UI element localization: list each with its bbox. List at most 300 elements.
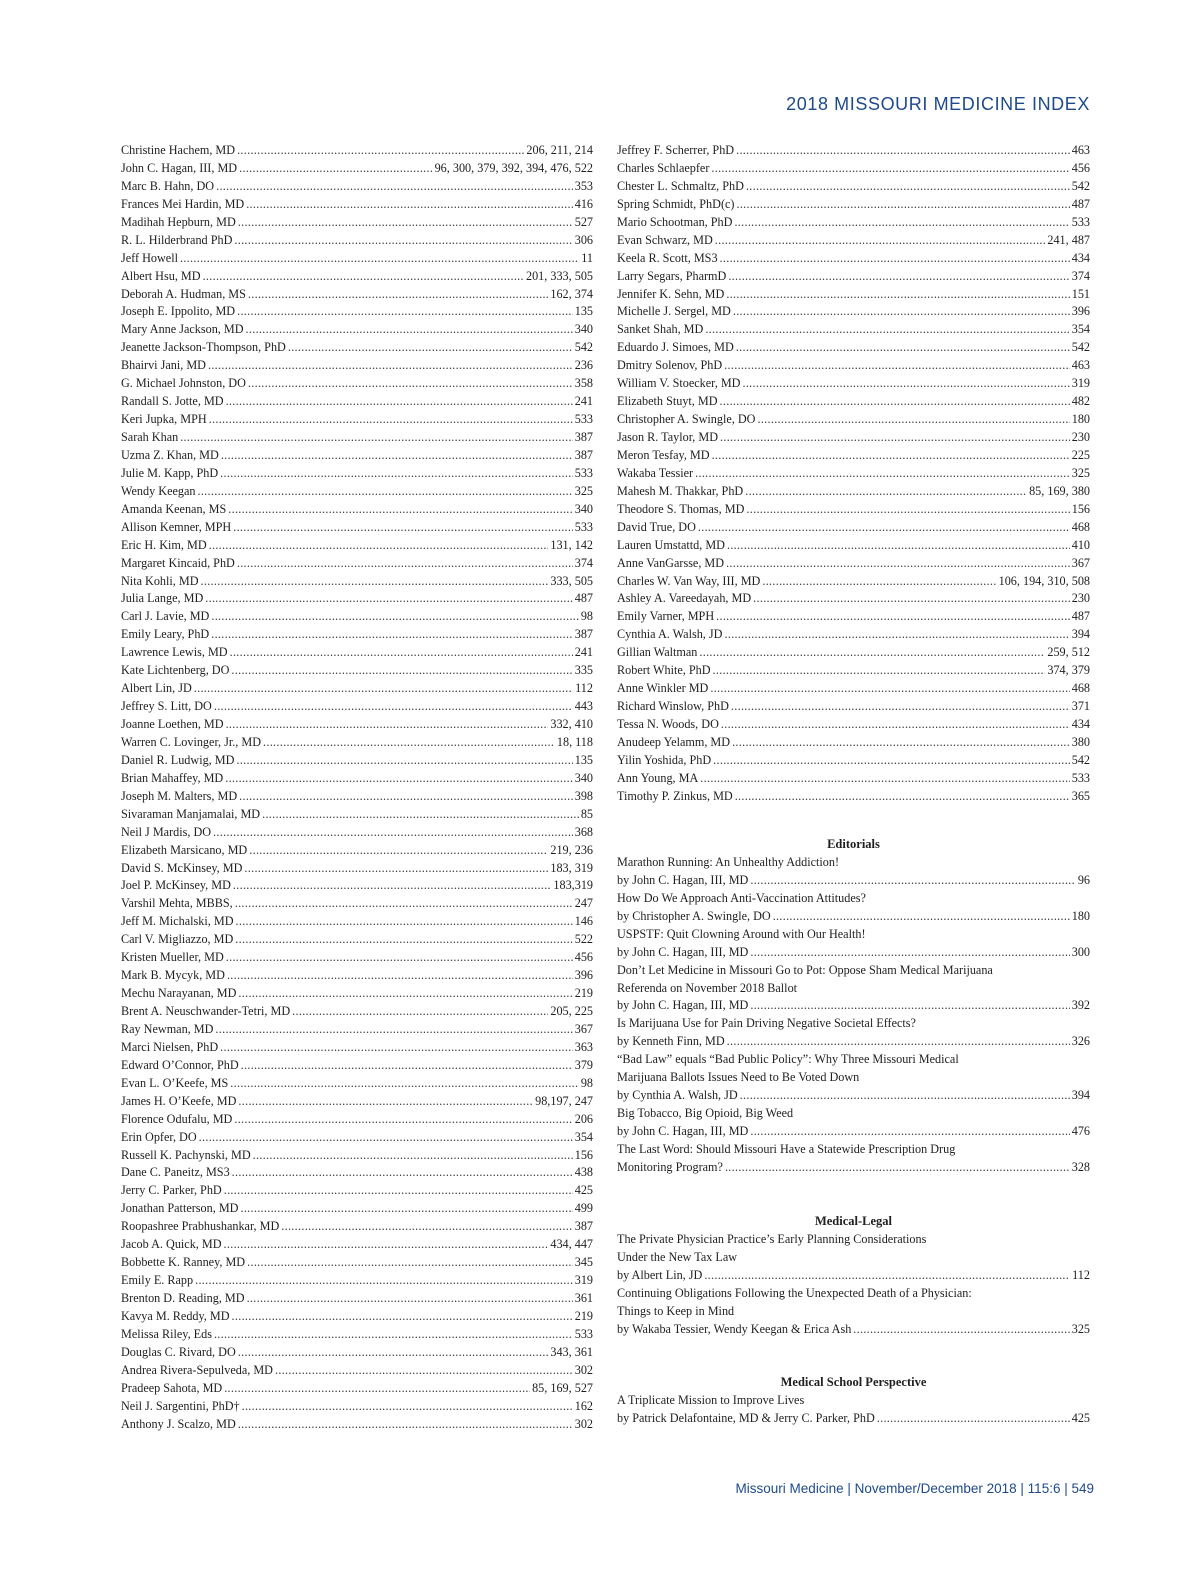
dot-leader [715, 232, 1046, 250]
entry-name: Sivaraman Manjamalai, MD [121, 806, 261, 821]
dot-leader [226, 949, 573, 967]
article-title-line: Marijuana Ballots Issues Need to Be Voted Down [617, 1070, 860, 1085]
entry-pages: 135 [574, 304, 593, 319]
entry-name: Kavya M. Reddy, MD [121, 1308, 230, 1323]
dot-leader [727, 1033, 1070, 1051]
article-pages: 112 [1072, 1267, 1090, 1282]
entry-name: Ashley A. Vareedayah, MD [617, 591, 752, 606]
entry-name: Amanda Keenan, MS [121, 501, 227, 516]
entry-name: Gillian Waltman [617, 645, 698, 660]
entry-name: Brian Mahaffey, MD [121, 770, 224, 785]
index-entry [121, 662, 593, 680]
dot-leader [232, 1164, 573, 1182]
index-entry [617, 429, 1090, 447]
dot-leader [698, 519, 1070, 537]
entry-pages: 306 [574, 232, 593, 247]
entry-pages: 379 [574, 1057, 593, 1072]
entry-pages: 325 [574, 483, 593, 498]
article-pages: 180 [1071, 908, 1090, 923]
entry-name: Joel P. McKinsey, MD [121, 878, 231, 893]
index-entry [121, 590, 593, 608]
index-entry [121, 626, 593, 644]
entry-name: Wakaba Tessier [617, 465, 694, 480]
index-entry [617, 465, 1090, 483]
index-entry [121, 824, 593, 842]
entry-pages: 387 [574, 627, 593, 642]
index-entry [121, 519, 593, 537]
index-entry [617, 555, 1090, 573]
dot-leader [236, 913, 573, 931]
entry-name: Marc B. Hahn, DO [121, 178, 215, 193]
dot-leader [241, 1057, 573, 1075]
index-entry [121, 698, 593, 716]
index-entry [121, 1057, 593, 1075]
index-entry [121, 1236, 593, 1254]
index-entry [121, 555, 593, 573]
article-byline-row [617, 1123, 1090, 1141]
dot-leader [705, 321, 1069, 339]
entry-pages: 335 [574, 663, 593, 678]
dot-leader [248, 286, 548, 304]
entry-pages: 533 [574, 412, 593, 427]
article-line-text: by John C. Hagan, III, MD [617, 944, 749, 959]
entry-pages: 396 [1071, 304, 1090, 319]
entry-name: Marci Nielsen, PhD [121, 1039, 219, 1054]
index-entry [121, 1147, 593, 1165]
entry-name: Julia Lange, MD [121, 591, 204, 606]
entry-pages: 135 [574, 752, 593, 767]
dot-leader [238, 214, 573, 232]
article-pages: 425 [1071, 1410, 1090, 1425]
dot-leader [199, 1129, 573, 1147]
dot-leader [220, 1039, 573, 1057]
entry-name: Mark B. Mycyk, MD [121, 968, 225, 983]
index-entry [617, 339, 1090, 357]
dot-leader [853, 1321, 1069, 1339]
entry-name: Mechu Narayanan, MD [121, 986, 237, 1001]
entry-name: Anne VanGarsse, MD [617, 555, 725, 570]
entry-pages: 183,319 [553, 878, 593, 893]
entry-name: Jeanette Jackson-Thompson, PhD [121, 340, 286, 355]
entry-name: Kate Lichtenberg, DO [121, 663, 230, 678]
entry-name: Eduardo J. Simoes, MD [617, 340, 734, 355]
index-entry [617, 716, 1090, 734]
index-entry [617, 250, 1090, 268]
entry-name: Jennifer K. Sehn, MD [617, 286, 725, 301]
entry-pages: 98,197, 247 [535, 1093, 593, 1108]
entry-name: Madihah Hepburn, MD [121, 214, 236, 229]
entry-pages: 345 [574, 1255, 593, 1270]
entry-pages: 363 [574, 1039, 593, 1054]
entry-pages: 354 [1071, 322, 1090, 337]
dot-leader [235, 931, 572, 949]
entry-name: Mary Anne Jackson, MD [121, 322, 244, 337]
article-title-line: Under the New Tax Law [617, 1249, 738, 1264]
entry-name: Brenton D. Reading, MD [121, 1291, 245, 1305]
dot-leader [711, 160, 1069, 178]
entry-pages: 343, 361 [550, 1344, 593, 1359]
dot-leader [713, 752, 1070, 770]
index-entry [121, 1290, 593, 1308]
entry-name: Jeffrey S. Litt, DO [121, 699, 212, 714]
index-entry [121, 1398, 593, 1416]
entry-name: Joanne Loethen, MD [121, 717, 224, 731]
dot-leader [213, 824, 573, 842]
entry-pages: 463 [1071, 358, 1090, 373]
entry-name: Evan Schwarz, MD [617, 232, 713, 247]
entry-name: Wendy Keegan [121, 483, 196, 498]
entry-name: Pradeep Sahota, MD [121, 1380, 223, 1395]
dot-leader [757, 411, 1069, 429]
index-entry [121, 770, 593, 788]
dot-leader [720, 250, 1070, 268]
index-entry [617, 303, 1090, 321]
index-entry [121, 1200, 593, 1218]
medical-legal-section [617, 1213, 1090, 1339]
index-entry [617, 519, 1090, 537]
entry-name: Kristen Mueller, MD [121, 950, 224, 965]
dot-leader [725, 1159, 1070, 1177]
entry-pages: 416 [574, 196, 593, 211]
dot-leader [246, 196, 573, 214]
index-entry [617, 590, 1090, 608]
author-index-left-column [121, 142, 593, 1434]
index-entry [121, 1075, 593, 1093]
index-entry [121, 1416, 593, 1434]
entry-pages: 340 [574, 501, 593, 516]
index-entry [617, 411, 1090, 429]
entry-name: Erin Opfer, DO [121, 1129, 197, 1144]
article-line-text: by Patrick Delafontaine, MD & Jerry C. Parker, PhD [617, 1410, 875, 1425]
article-byline-row [617, 1321, 1090, 1339]
index-entry [617, 178, 1090, 196]
entry-pages: 112 [575, 681, 593, 696]
entry-name: Elizabeth Stuyt, MD [617, 394, 718, 409]
dot-leader [713, 662, 1046, 680]
article-byline-row [617, 1159, 1090, 1177]
entry-pages: 146 [574, 914, 593, 929]
entry-pages: 387 [574, 447, 593, 462]
article-line-text: by Cynthia A. Walsh, JD [617, 1088, 738, 1103]
entry-pages: 219 [574, 986, 593, 1001]
dot-leader [215, 1021, 572, 1039]
entry-pages: 387 [574, 430, 593, 444]
article-title-line: Referenda on November 2018 Ballot [617, 980, 798, 995]
dot-leader [226, 393, 573, 411]
dot-leader [731, 698, 1070, 716]
dot-leader [214, 698, 573, 716]
article-pages: 392 [1071, 998, 1090, 1013]
entry-pages: 410 [1071, 537, 1090, 552]
medical-school-section [617, 1374, 1090, 1428]
entry-pages: 374 [1071, 268, 1090, 283]
entry-name: Douglas C. Rivard, DO [121, 1344, 236, 1359]
article-byline-row [617, 1033, 1090, 1051]
entry-pages: 340 [574, 770, 593, 785]
dot-leader [239, 788, 573, 806]
dot-leader [240, 1200, 572, 1218]
entry-name: Chester L. Schmaltz, PhD [617, 178, 744, 193]
entry-name: Mario Schootman, PhD [617, 214, 733, 229]
index-entry [617, 214, 1090, 232]
dot-leader [234, 1111, 572, 1129]
index-entry [121, 160, 593, 178]
entry-pages: 85, 169, 380 [1029, 483, 1090, 498]
entry-name: William V. Stoecker, MD [617, 376, 741, 391]
dot-leader [221, 447, 573, 465]
index-entry [617, 734, 1090, 752]
article-line-text: by John C. Hagan, III, MD [617, 1124, 749, 1138]
entry-name: Edward O’Connor, PhD [121, 1057, 239, 1072]
index-entry [121, 286, 593, 304]
entry-name: Theodore S. Thomas, MD [617, 501, 745, 516]
dot-leader [247, 1254, 573, 1272]
dot-leader [195, 1272, 573, 1290]
index-entry [121, 1218, 593, 1236]
dot-leader [275, 1362, 573, 1380]
entry-name: Charles Schlaepfer [617, 160, 710, 175]
entry-pages: 219, 236 [550, 842, 593, 857]
entry-pages: 156 [1071, 501, 1090, 516]
entry-name: Bobbette K. Ranney, MD [121, 1255, 246, 1270]
entry-pages: 98 [580, 609, 593, 624]
entry-name: Dmitry Solenov, PhD [617, 358, 723, 373]
entry-pages: 353 [574, 178, 593, 193]
index-entry [121, 806, 593, 824]
entry-pages: 151 [1071, 286, 1090, 301]
article-pages: 476 [1071, 1124, 1090, 1138]
index-entry [121, 573, 593, 591]
entry-pages: 443 [574, 699, 593, 714]
entry-name: Emily E. Rapp [121, 1273, 194, 1288]
entry-pages: 522 [574, 932, 593, 947]
entry-pages: 463 [1071, 143, 1090, 157]
entry-name: Anudeep Yelamm, MD [617, 734, 731, 749]
dot-leader [201, 573, 549, 591]
entry-pages: 361 [574, 1291, 593, 1305]
dot-leader [238, 1093, 533, 1111]
index-entry [121, 967, 593, 985]
article-byline-row [617, 1267, 1090, 1285]
dot-leader [262, 806, 579, 824]
dot-leader [233, 519, 573, 537]
index-entry [121, 232, 593, 250]
dot-leader [235, 895, 573, 913]
article-line-text: Monitoring Program? [617, 1159, 723, 1174]
entry-name: Russell K. Pachynski, MD [121, 1147, 251, 1162]
entry-name: David S. McKinsey, MD [121, 860, 243, 875]
entry-name: Carl J. Lavie, MD [121, 609, 210, 624]
dot-leader [750, 997, 1069, 1015]
dot-leader [180, 429, 573, 447]
dot-leader [734, 214, 1069, 232]
entry-pages: 85, 169, 527 [532, 1380, 593, 1395]
dot-leader [695, 465, 1070, 483]
entry-name: Roopashree Prabhushankar, MD [121, 1219, 280, 1234]
index-entry [121, 1344, 593, 1362]
dot-leader [231, 662, 572, 680]
index-entry [121, 1039, 593, 1057]
index-entry [617, 196, 1090, 214]
dot-leader [877, 1410, 1070, 1428]
entry-name: Evan L. O’Keefe, MS [121, 1075, 229, 1090]
entry-pages: 259, 512 [1047, 645, 1090, 660]
index-entry [121, 1254, 593, 1272]
index-entry [121, 537, 593, 555]
entry-pages: 456 [574, 950, 593, 965]
index-entry [121, 339, 593, 357]
entry-name: Dane C. Paneitz, MS3 [121, 1165, 230, 1180]
dot-leader [227, 967, 573, 985]
index-entry [121, 913, 593, 931]
entry-pages: 380 [1071, 734, 1090, 749]
dot-leader [773, 908, 1070, 926]
index-entry [617, 788, 1090, 806]
article-title-line: “Bad Law” equals “Bad Public Policy”: Why Three Missouri Medical [617, 1052, 959, 1067]
entry-name: Albert Hsu, MD [121, 268, 201, 283]
entry-pages: 230 [1071, 430, 1090, 444]
dot-leader [727, 537, 1070, 555]
article-title-line: Big Tobacco, Big Opioid, Big Weed [617, 1106, 794, 1121]
entry-name: Melissa Riley, Eds [121, 1326, 212, 1341]
article-title-line: The Last Word: Should Missouri Have a Statewide Prescription Drug [617, 1141, 956, 1156]
article-title-line: Things to Keep in Mind [617, 1303, 735, 1318]
dot-leader [244, 860, 548, 878]
article-pages: 300 [1071, 944, 1090, 959]
page-footer: Missouri Medicine | November/December 2018 | 115:6 | 549 [735, 1481, 1094, 1496]
dot-leader [194, 680, 573, 698]
index-entry [617, 375, 1090, 393]
entry-pages: 180 [1071, 412, 1090, 427]
entry-name: Richard Winslow, PhD [617, 699, 729, 714]
index-entry [121, 860, 593, 878]
dot-leader [234, 232, 572, 250]
index-entry [121, 1182, 593, 1200]
entry-pages: 434, 447 [550, 1237, 593, 1252]
entry-name: Joseph M. Malters, MD [121, 788, 238, 803]
dot-leader [746, 178, 1070, 196]
index-entry [121, 375, 593, 393]
entry-pages: 332, 410 [550, 717, 593, 731]
entry-pages: 487 [1071, 196, 1090, 211]
dot-leader [246, 321, 573, 339]
dot-leader [721, 716, 1070, 734]
entry-name: Albert Lin, JD [121, 681, 192, 696]
article-title-line: How Do We Approach Anti-Vaccination Attitudes? [617, 890, 866, 905]
dot-leader [225, 770, 573, 788]
dot-leader [214, 1326, 573, 1344]
article-pages: 326 [1071, 1034, 1090, 1049]
entry-name: Allison Kemner, MPH [121, 519, 232, 534]
entry-pages: 201, 333, 505 [525, 268, 593, 283]
entry-pages: 230 [1071, 591, 1090, 606]
index-entry [617, 232, 1090, 250]
article-title-line: Marathon Running: An Unhealthy Addiction! [617, 854, 840, 869]
entry-pages: 533 [574, 1326, 593, 1341]
index-entry [121, 1272, 593, 1290]
article-line-text: by Christopher A. Swingle, DO [617, 908, 771, 923]
entry-name: Margaret Kincaid, PhD [121, 555, 235, 570]
entry-name: Jonathan Patterson, MD [121, 1201, 239, 1216]
entry-name: Jeff M. Michalski, MD [121, 914, 234, 929]
index-entry [121, 1129, 593, 1147]
entry-pages: 396 [574, 968, 593, 983]
dot-leader [720, 393, 1070, 411]
index-entry [121, 250, 593, 268]
index-entry [121, 411, 593, 429]
article-pages: 96 [1077, 872, 1090, 887]
index-entry [121, 393, 593, 411]
entry-name: Randall S. Jotte, MD [121, 394, 224, 409]
dot-leader [238, 1344, 549, 1362]
dot-leader [211, 608, 578, 626]
entry-pages: 434 [1071, 250, 1090, 265]
index-entry [617, 644, 1090, 662]
dot-leader [226, 716, 549, 734]
index-entry [617, 501, 1090, 519]
entry-name: Mahesh M. Thakkar, PhD [617, 483, 744, 498]
dot-leader [704, 1267, 1070, 1285]
entry-pages: 434 [1071, 717, 1090, 731]
entry-name: Michelle J. Sergel, MD [617, 304, 731, 319]
index-entry [617, 680, 1090, 698]
entry-pages: 319 [574, 1273, 593, 1288]
entry-name: Keri Jupka, MPH [121, 412, 207, 427]
entry-pages: 368 [574, 824, 593, 839]
entry-pages: 219 [574, 1308, 593, 1323]
index-entry [121, 214, 593, 232]
entry-name: Anne Winkler MD [617, 681, 709, 696]
dot-leader [242, 1398, 573, 1416]
dot-leader [224, 1380, 530, 1398]
entry-pages: 533 [1071, 770, 1090, 785]
article-title-line: A Triplicate Mission to Improve Lives [617, 1392, 805, 1407]
entry-pages: 205, 225 [550, 1004, 593, 1018]
index-entry [617, 626, 1090, 644]
entry-name: Ray Newman, MD [121, 1021, 214, 1036]
entry-pages: 333, 505 [550, 573, 593, 588]
entry-pages: 527 [574, 214, 593, 229]
index-entry [121, 1164, 593, 1182]
dot-leader [216, 178, 573, 196]
entry-name: Cynthia A. Walsh, JD [617, 627, 723, 642]
index-entry [617, 608, 1090, 626]
article-pages: 394 [1071, 1088, 1090, 1103]
entry-pages: 374 [574, 555, 593, 570]
entry-name: Spring Schmidt, PhD(c) [617, 196, 735, 211]
index-entry [617, 662, 1090, 680]
dot-leader [700, 770, 1069, 788]
dot-leader [230, 644, 573, 662]
dot-leader [288, 339, 573, 357]
entry-pages: 85 [580, 806, 593, 821]
entry-name: Keela R. Scott, MS3 [617, 250, 718, 265]
dot-leader [736, 339, 1070, 357]
entry-pages: 11 [581, 250, 593, 265]
index-entry [121, 501, 593, 519]
dot-leader [247, 1290, 573, 1308]
entry-pages: 241, 487 [1047, 232, 1090, 247]
entry-pages: 542 [1071, 340, 1090, 355]
entry-name: Julie M. Kapp, PhD [121, 465, 219, 480]
index-entry [121, 842, 593, 860]
index-entry [617, 447, 1090, 465]
entry-pages: 340 [574, 322, 593, 337]
index-entry [121, 895, 593, 913]
medical-legal-heading: Medical-Legal [814, 1214, 893, 1228]
index-entry [617, 537, 1090, 555]
entry-name: Sarah Khan [121, 430, 179, 444]
